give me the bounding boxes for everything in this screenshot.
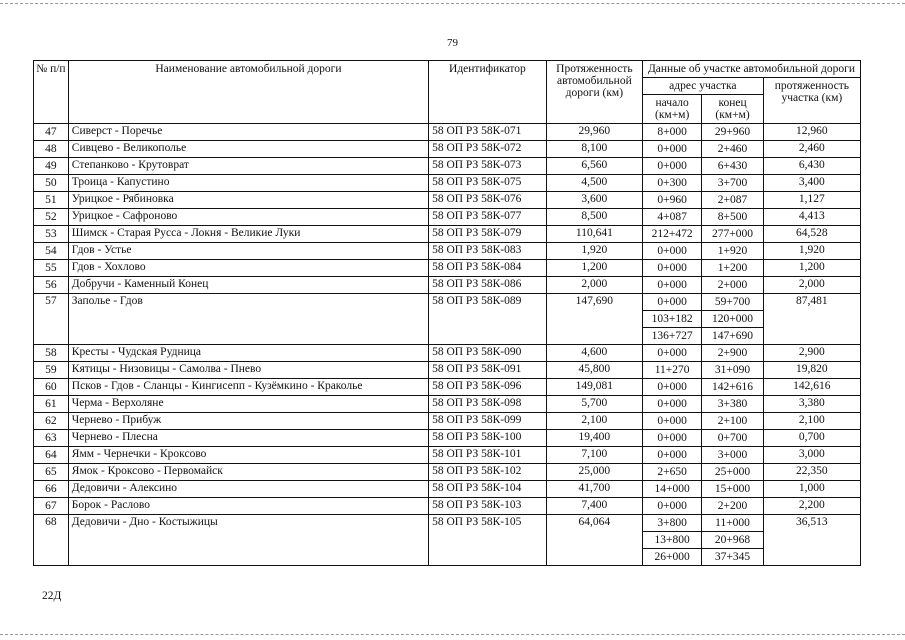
table-row [34, 413, 861, 430]
section-length: 142,616 [763, 379, 860, 396]
road-identifier: 58 ОП РЗ 58К-072 [429, 141, 547, 158]
road-length: 25,000 [546, 464, 642, 481]
row-number: 60 [34, 379, 69, 396]
section-end: 29+960 [702, 124, 763, 141]
road-identifier: 58 ОП РЗ 58К-071 [429, 124, 547, 141]
road-name: Сивцево - Великополье [68, 141, 428, 158]
road-identifier: 58 ОП РЗ 58К-089 [429, 294, 547, 345]
header-address: адрес участка [642, 78, 763, 95]
section-end: 8+500 [702, 209, 763, 226]
section-length: 87,481 [763, 294, 860, 345]
row-number: 59 [34, 362, 69, 379]
section-start: 0+300 [642, 175, 701, 192]
table-row [34, 294, 861, 311]
section-end: 3+380 [702, 396, 763, 413]
section-end: 2+100 [702, 413, 763, 430]
page-number: 79 [447, 37, 458, 49]
table-row [34, 481, 861, 498]
section-end: 277+000 [702, 226, 763, 243]
section-start: 4+087 [642, 209, 701, 226]
table-row [34, 209, 861, 226]
road-identifier: 58 ОП РЗ 58К-079 [429, 226, 547, 243]
road-length: 110,641 [546, 226, 642, 243]
section-length: 2,200 [763, 498, 860, 515]
table-row [34, 464, 861, 481]
row-number: 62 [34, 413, 69, 430]
header-length: Протяженность автомобильной дороги (км) [546, 61, 642, 124]
road-length: 149,081 [546, 379, 642, 396]
row-number: 53 [34, 226, 69, 243]
table-row [34, 362, 861, 379]
section-start: 0+000 [642, 396, 701, 413]
row-number: 63 [34, 430, 69, 447]
road-length: 7,100 [546, 447, 642, 464]
road-identifier: 58 ОП РЗ 58К-103 [429, 498, 547, 515]
section-length: 22,350 [763, 464, 860, 481]
section-length: 3,000 [763, 447, 860, 464]
section-length: 0,700 [763, 430, 860, 447]
section-end: 2+087 [702, 192, 763, 209]
road-identifier: 58 ОП РЗ 58К-086 [429, 277, 547, 294]
table-row [34, 192, 861, 209]
section-end: 20+968 [702, 532, 763, 549]
section-length: 2,100 [763, 413, 860, 430]
table-row [34, 277, 861, 294]
road-name: Урицкое - Рябиновка [68, 192, 428, 209]
table-row [34, 175, 861, 192]
section-length: 3,380 [763, 396, 860, 413]
row-number: 47 [34, 124, 69, 141]
section-start: 0+000 [642, 141, 701, 158]
section-length: 4,413 [763, 209, 860, 226]
row-number: 52 [34, 209, 69, 226]
header-no: № п/п [34, 61, 69, 124]
section-start: 8+000 [642, 124, 701, 141]
table-row [34, 141, 861, 158]
road-length: 19,400 [546, 430, 642, 447]
road-name: Ямок - Кроксово - Первомайск [68, 464, 428, 481]
section-length: 64,528 [763, 226, 860, 243]
road-name: Дедовичи - Алексино [68, 481, 428, 498]
road-identifier: 58 ОП РЗ 58К-099 [429, 413, 547, 430]
section-end: 6+430 [702, 158, 763, 175]
section-end: 31+090 [702, 362, 763, 379]
table-row [34, 379, 861, 396]
road-name: Кятицы - Низовицы - Самолва - Пнево [68, 362, 428, 379]
roads-table [33, 60, 861, 566]
row-number: 48 [34, 141, 69, 158]
section-start: 0+000 [642, 413, 701, 430]
section-end: 3+000 [702, 447, 763, 464]
row-number: 66 [34, 481, 69, 498]
road-identifier: 58 ОП РЗ 58К-101 [429, 447, 547, 464]
road-name: Черма - Верхоляне [68, 396, 428, 413]
section-start: 2+650 [642, 464, 701, 481]
road-identifier: 58 ОП РЗ 58К-098 [429, 396, 547, 413]
road-name: Чернево - Прибуж [68, 413, 428, 430]
section-length: 36,513 [763, 515, 860, 566]
header-seg-length: протяженность участка (км) [763, 78, 860, 124]
road-name: Ямм - Чернечки - Кроксово [68, 447, 428, 464]
row-number: 68 [34, 515, 69, 566]
road-length: 7,400 [546, 498, 642, 515]
table-row [34, 158, 861, 175]
road-identifier: 58 ОП РЗ 58К-073 [429, 158, 547, 175]
section-start: 212+472 [642, 226, 701, 243]
section-length: 2,460 [763, 141, 860, 158]
row-number: 67 [34, 498, 69, 515]
section-end: 0+700 [702, 430, 763, 447]
road-length: 147,690 [546, 294, 642, 345]
row-number: 56 [34, 277, 69, 294]
road-name: Гдов - Хохлово [68, 260, 428, 277]
road-name: Кресты - Чудская Рудница [68, 345, 428, 362]
row-number: 65 [34, 464, 69, 481]
road-identifier: 58 ОП РЗ 58К-075 [429, 175, 547, 192]
road-length: 4,500 [546, 175, 642, 192]
road-name: Гдов - Устье [68, 243, 428, 260]
road-name: Дедовичи - Дно - Костыжицы [68, 515, 428, 566]
road-identifier: 58 ОП РЗ 58К-076 [429, 192, 547, 209]
row-number: 54 [34, 243, 69, 260]
section-end: 147+690 [702, 328, 763, 345]
section-end: 25+000 [702, 464, 763, 481]
table-row [34, 226, 861, 243]
section-start: 0+000 [642, 158, 701, 175]
table-row [34, 515, 861, 532]
road-identifier: 58 ОП РЗ 58К-077 [429, 209, 547, 226]
table-row [34, 124, 861, 141]
table-row [34, 498, 861, 515]
road-identifier: 58 ОП РЗ 58К-090 [429, 345, 547, 362]
section-start: 0+000 [642, 498, 701, 515]
road-name: Урицкое - Сафроново [68, 209, 428, 226]
section-length: 1,200 [763, 260, 860, 277]
section-end: 2+900 [702, 345, 763, 362]
section-start: 0+000 [642, 379, 701, 396]
table-row [34, 260, 861, 277]
section-end: 37+345 [702, 549, 763, 566]
road-name: Заполье - Гдов [68, 294, 428, 345]
section-length: 3,400 [763, 175, 860, 192]
road-name: Степанково - Крутоврат [68, 158, 428, 175]
section-end: 11+000 [702, 515, 763, 532]
table-row [34, 243, 861, 260]
road-length: 8,100 [546, 141, 642, 158]
road-length: 1,200 [546, 260, 642, 277]
table-row [34, 396, 861, 413]
section-length: 19,820 [763, 362, 860, 379]
section-start: 11+270 [642, 362, 701, 379]
section-end: 2+000 [702, 277, 763, 294]
row-number: 51 [34, 192, 69, 209]
section-end: 15+000 [702, 481, 763, 498]
section-length: 1,000 [763, 481, 860, 498]
section-start: 0+000 [642, 447, 701, 464]
road-name: Сиверст - Поречье [68, 124, 428, 141]
road-identifier: 58 ОП РЗ 58К-096 [429, 379, 547, 396]
table-row [34, 447, 861, 464]
road-identifier: 58 ОП РЗ 58К-102 [429, 464, 547, 481]
section-start: 0+960 [642, 192, 701, 209]
road-length: 2,100 [546, 413, 642, 430]
footer-code: 22Д [42, 590, 62, 602]
header-end: конец (км+м) [702, 95, 763, 124]
section-end: 2+200 [702, 498, 763, 515]
section-start: 13+800 [642, 532, 701, 549]
header-id: Идентификатор [429, 61, 547, 124]
section-end: 2+460 [702, 141, 763, 158]
table-row [34, 430, 861, 447]
road-identifier: 58 ОП РЗ 58К-100 [429, 430, 547, 447]
road-length: 3,600 [546, 192, 642, 209]
section-length: 6,430 [763, 158, 860, 175]
section-end: 1+920 [702, 243, 763, 260]
section-start: 3+800 [642, 515, 701, 532]
row-number: 55 [34, 260, 69, 277]
section-length: 12,960 [763, 124, 860, 141]
road-length: 2,000 [546, 277, 642, 294]
section-length: 2,900 [763, 345, 860, 362]
section-start: 0+000 [642, 430, 701, 447]
section-start: 14+000 [642, 481, 701, 498]
road-name: Троица - Капустино [68, 175, 428, 192]
road-identifier: 58 ОП РЗ 58К-105 [429, 515, 547, 566]
section-start: 0+000 [642, 294, 701, 311]
section-start: 26+000 [642, 549, 701, 566]
section-start: 103+182 [642, 311, 701, 328]
road-length: 41,700 [546, 481, 642, 498]
section-end: 142+616 [702, 379, 763, 396]
section-start: 0+000 [642, 345, 701, 362]
road-identifier: 58 ОП РЗ 58К-084 [429, 260, 547, 277]
section-end: 120+000 [702, 311, 763, 328]
road-name: Борок - Раслово [68, 498, 428, 515]
section-length: 2,000 [763, 277, 860, 294]
road-name: Чернево - Плесна [68, 430, 428, 447]
road-identifier: 58 ОП РЗ 58К-091 [429, 362, 547, 379]
section-start: 0+000 [642, 277, 701, 294]
road-length: 8,500 [546, 209, 642, 226]
road-name: Добручи - Каменный Конец [68, 277, 428, 294]
header-start: начало (км+м) [642, 95, 701, 124]
section-length: 1,920 [763, 243, 860, 260]
road-length: 64,064 [546, 515, 642, 566]
row-number: 61 [34, 396, 69, 413]
road-name: Псков - Гдов - Сланцы - Кингисепп - Кузёмкино - Краколье [68, 379, 428, 396]
road-identifier: 58 ОП РЗ 58К-083 [429, 243, 547, 260]
roads-table-body [34, 124, 861, 566]
header-section: Данные об участке автомобильной дороги [642, 61, 860, 78]
top-page-edge [0, 3, 905, 4]
road-length: 5,700 [546, 396, 642, 413]
section-length: 1,127 [763, 192, 860, 209]
section-end: 59+700 [702, 294, 763, 311]
table-row [34, 345, 861, 362]
row-number: 57 [34, 294, 69, 345]
row-number: 49 [34, 158, 69, 175]
bottom-page-edge [0, 634, 905, 635]
road-name: Шимск - Старая Русса - Локня - Великие Луки [68, 226, 428, 243]
section-end: 3+700 [702, 175, 763, 192]
road-length: 45,800 [546, 362, 642, 379]
road-length: 4,600 [546, 345, 642, 362]
section-start: 0+000 [642, 260, 701, 277]
row-number: 64 [34, 447, 69, 464]
section-start: 0+000 [642, 243, 701, 260]
row-number: 58 [34, 345, 69, 362]
road-length: 6,560 [546, 158, 642, 175]
header-name: Наименование автомобильной дороги [68, 61, 428, 124]
road-length: 1,920 [546, 243, 642, 260]
road-identifier: 58 ОП РЗ 58К-104 [429, 481, 547, 498]
section-end: 1+200 [702, 260, 763, 277]
road-length: 29,960 [546, 124, 642, 141]
row-number: 50 [34, 175, 69, 192]
section-start: 136+727 [642, 328, 701, 345]
